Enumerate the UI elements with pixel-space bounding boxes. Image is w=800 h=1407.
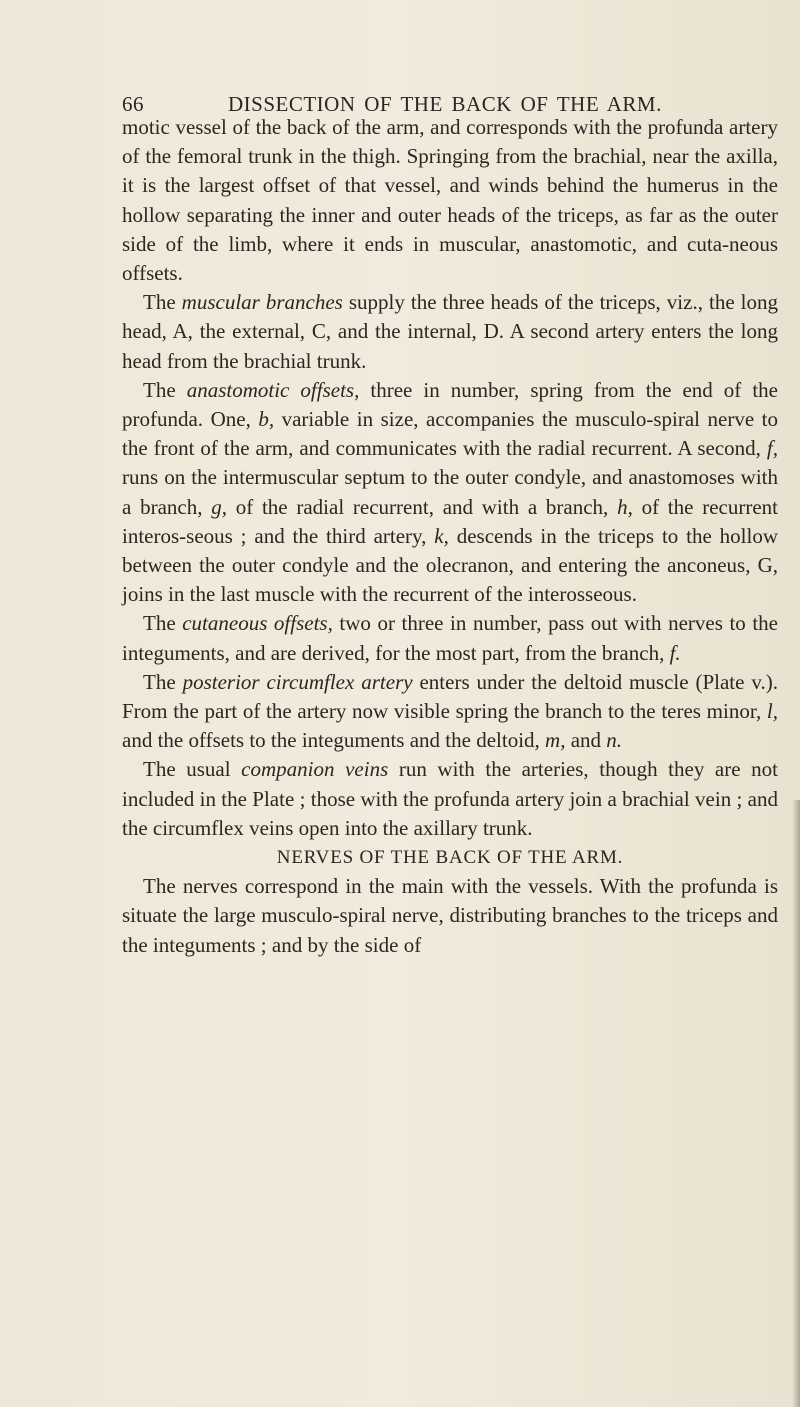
paragraph-muscular-branches xyxy=(122,288,778,376)
text-run: three in number, spring from the end of the profunda. One, xyxy=(122,377,778,432)
italic-letter: l, xyxy=(766,699,778,724)
paragraph-continuation xyxy=(122,113,778,288)
text-run: variable in size, accompanies the musculo-spiral nerve to the front of the arm, and communicates with the radial recurrent. A second, xyxy=(122,407,778,461)
text-run: two or three in number, pass out with nerves to the integuments, and are derived, for the most part, from the branch, xyxy=(122,611,778,665)
paragraph-nerves xyxy=(122,872,778,960)
text-run: descends in the triceps to the hollow between the outer condyle and the olecranon, and entering the anconeus, G, joins in the last muscle with the recurrent of the interosseous. xyxy=(122,523,778,607)
text-run: of the recurrent interos-seous ; and the third artery, xyxy=(122,494,778,548)
paragraph-text: The nerves correspond in the main with the vessels. With the profunda is situate the large musculo-spiral nerve, distributing branches to the triceps and the integuments ; and by the side of xyxy=(122,874,778,957)
paragraph-posterior-circumflex xyxy=(122,668,778,756)
italic-letter: h, xyxy=(617,494,633,519)
page-edge-shadow xyxy=(792,800,800,1407)
italic-term: companion veins xyxy=(241,757,389,782)
text-run: and the offsets to the integuments and the deltoid, xyxy=(122,728,546,753)
text-run: The xyxy=(143,377,187,402)
italic-letter: k, xyxy=(434,523,449,548)
text-run: and xyxy=(565,728,607,753)
text-run: enters under the deltoid muscle (Plate v.). From the part of the artery now visible spring the branch to the teres minor, xyxy=(122,669,778,724)
italic-letter: f, xyxy=(766,436,778,461)
italic-letter: m, xyxy=(545,728,566,753)
italic-letter: g, xyxy=(211,494,227,519)
paragraph-text: motic vessel of the back of the arm, and corresponds with the profunda artery of the femoral trunk in the thigh. Springing from the brachial, near the axilla, it is the largest offset of that vessel, and winds behind the humerus in the hollow separating the inner and outer heads of the triceps, as far as the outer side of the limb, where it ends in muscular, anastomotic, and cuta-neous offsets. xyxy=(122,115,778,286)
italic-term: muscular branches xyxy=(181,290,343,315)
italic-term: posterior circumflex artery xyxy=(182,669,413,694)
paragraph-cutaneous-offsets xyxy=(122,609,778,667)
paragraph-anastomotic-offsets xyxy=(122,376,778,610)
text-run: The usual xyxy=(143,757,242,782)
section-heading: NERVES OF THE BACK OF THE ARM. xyxy=(276,847,624,869)
text-run: The xyxy=(143,611,183,636)
text-run: The xyxy=(143,669,183,694)
text-run: of the radial recurrent, and with a branch, xyxy=(226,494,618,519)
paragraph-companion-veins xyxy=(122,755,778,843)
italic-letter: b, xyxy=(258,407,275,432)
italic-letter: f. xyxy=(669,640,681,665)
text-run: The xyxy=(143,290,182,315)
page-number: 66 xyxy=(122,92,144,116)
italic-term: cutaneous offsets, xyxy=(182,611,333,636)
text-run: run with the arteries, though they are not included in the Plate ; those with the profunda artery join a brachial vein ; and the circumflex veins open into the axillary trunk. xyxy=(122,757,778,840)
italic-letter: n. xyxy=(606,728,623,753)
text-run: runs on the intermuscular septum to the outer condyle, and anastomoses with a branch, xyxy=(122,465,778,519)
italic-term: anastomotic offsets, xyxy=(186,377,360,402)
running-title: DISSECTION OF THE BACK OF THE ARM. xyxy=(228,92,662,116)
body-text xyxy=(122,113,778,960)
text-run: supply the three heads of the triceps, viz., the long head, A, the external, C, and the internal, D. A second artery enters the long head from the brachial trunk. xyxy=(122,290,778,373)
